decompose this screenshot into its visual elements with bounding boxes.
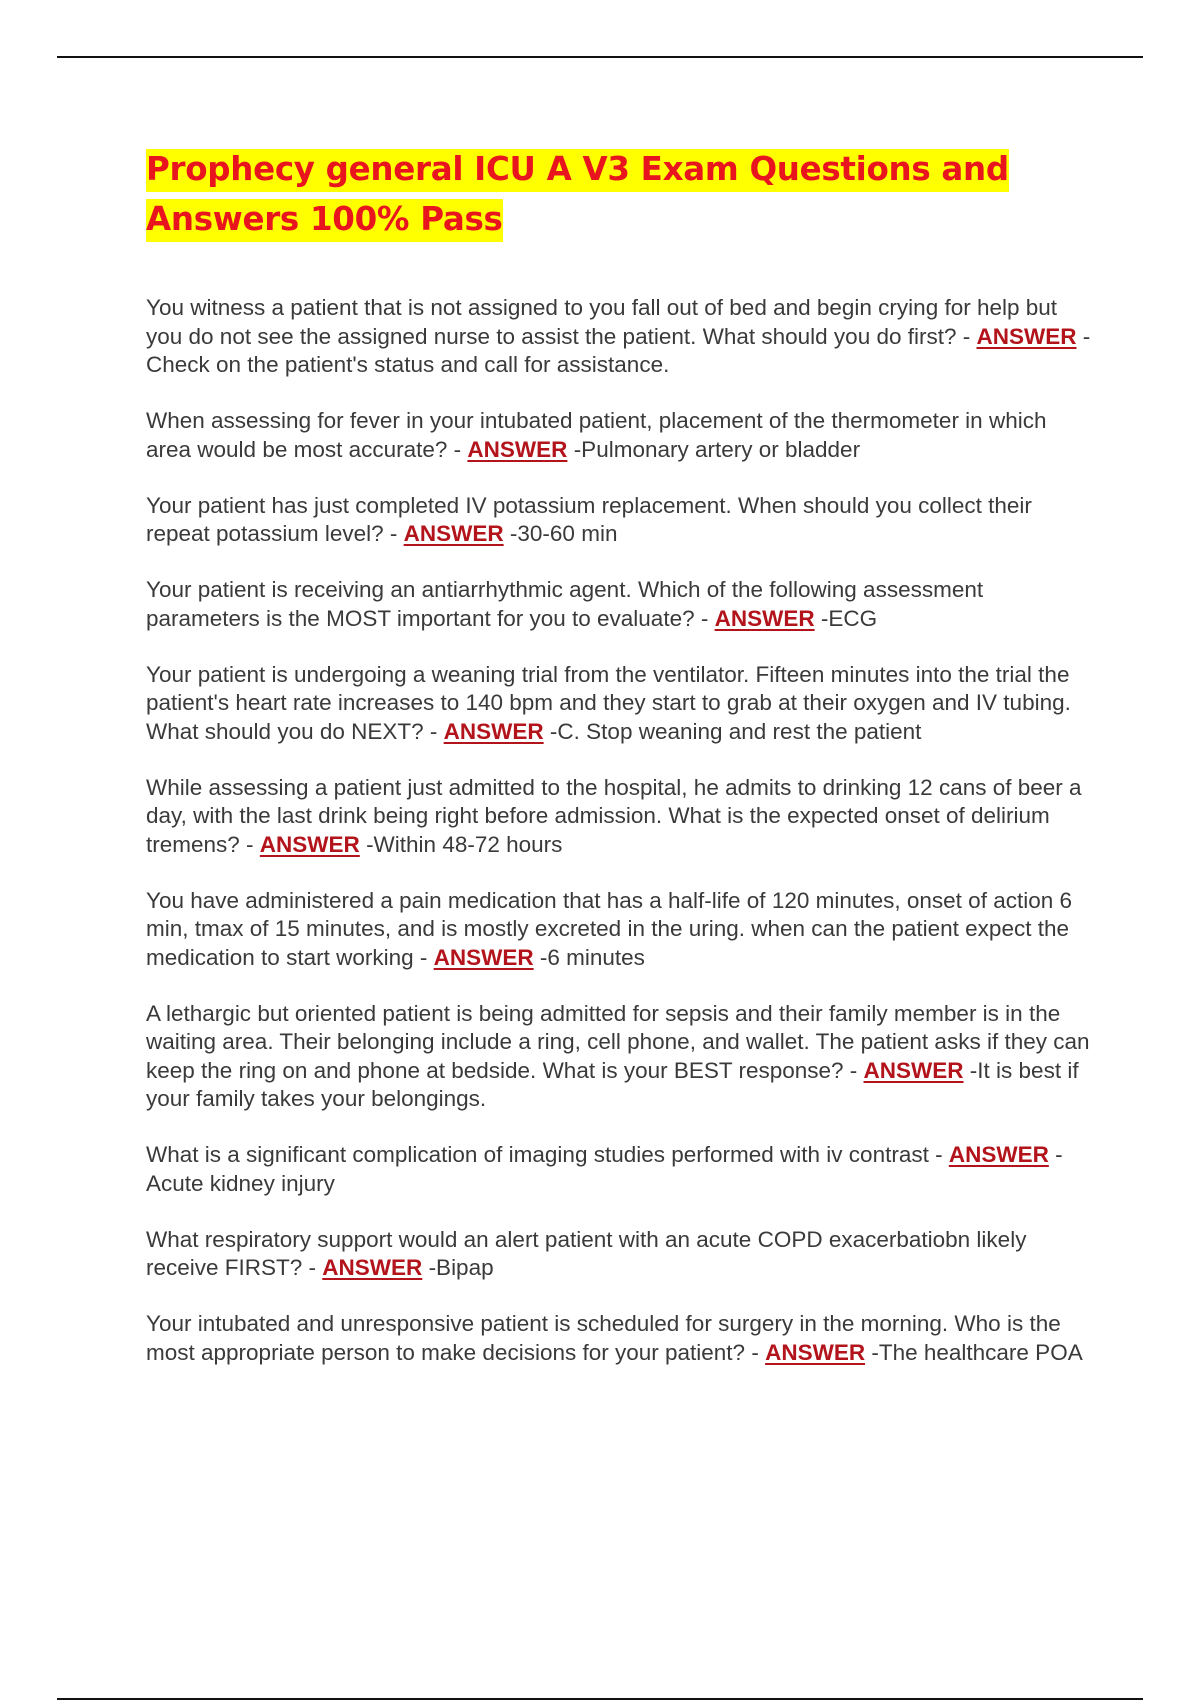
answer-text: -It is best if your family takes your belongings. (146, 1057, 1079, 1111)
answer-text: -C. Stop weaning and rest the patient (549, 718, 922, 744)
question-text: When assessing for fever in your intubated patient, placement of the thermometer in which area would be most accurate? - (146, 408, 1047, 462)
qa-item (146, 1141, 1096, 1198)
qa-item (146, 294, 1096, 380)
answer-label: ANSWER (403, 521, 504, 546)
answer-text: -Within 48-72 hours (366, 831, 563, 857)
question-text: Your patient is receiving an antiarrhythmic agent. Which of the following assessment parameters is the MOST important for you to evaluate? - (146, 577, 984, 631)
answer-label: ANSWER (948, 1142, 1049, 1167)
answer-label: ANSWER (467, 436, 568, 462)
answer-label: ANSWER (863, 1057, 964, 1083)
answer-text: -Bipap (428, 1255, 494, 1280)
qa-item (146, 492, 1096, 549)
qa-item (146, 774, 1096, 860)
document-title (146, 144, 1096, 244)
question-text: What is a significant complication of imaging studies performed with iv contrast - (146, 1142, 949, 1167)
answer-label: ANSWER (714, 605, 815, 631)
question-text: A lethargic but oriented patient is being admitted for sepsis and their family member is in the waiting area. Their belonging include a ring, cell phone, and wallet. The patient asks if they can keep the ring on and phone at bedside. What is your BEST response? - (146, 1000, 1090, 1083)
qa-item (146, 576, 1096, 633)
answer-text: -ECG (820, 605, 878, 631)
answer-text: -Pulmonary artery or bladder (573, 436, 861, 462)
document-body (146, 144, 1096, 1395)
answer-label: ANSWER (322, 1255, 423, 1280)
answer-label: ANSWER (976, 323, 1077, 349)
title-line-1: Prophecy general ICU A V3 Exam Questions and (146, 149, 1009, 192)
qa-list (146, 294, 1096, 1367)
answer-text: -30-60 min (509, 521, 618, 546)
answer-text: -Check on the patient's status and call for assistance. (146, 323, 1091, 377)
question-text: Your intubated and unresponsive patient is scheduled for surgery in the morning. Who is the most appropriate person to make decisions for your patient? - (146, 1311, 1061, 1365)
answer-text: -Acute kidney injury (146, 1142, 1063, 1196)
top-rule (57, 56, 1143, 58)
answer-label: ANSWER (443, 718, 544, 744)
question-text: You have administered a pain medication that has a half-life of 120 minutes, onset of action 6 min, tmax of 15 minutes, and is mostly excreted in the uring. when can the patient expect the medication to start working - (146, 887, 1073, 970)
qa-item (146, 1000, 1096, 1114)
qa-item (146, 887, 1096, 973)
question-text: Your patient is undergoing a weaning trial from the ventilator. Fifteen minutes into the trial the patient's heart rate increases to 140 bpm and they start to grab at their oxygen and IV tubing. What should you do NEXT? - (146, 661, 1071, 744)
answer-text: -The healthcare POA (871, 1339, 1083, 1365)
question-text: What respiratory support would an alert patient with an acute COPD exacerbatiobn likely receive FIRST? - (146, 1226, 1027, 1280)
qa-item (146, 407, 1096, 464)
qa-item (146, 661, 1096, 747)
question-text: You witness a patient that is not assigned to you fall out of bed and begin crying for help but you do not see the assigned nurse to assist the patient. What should you do first? - (146, 295, 1058, 349)
answer-text: -6 minutes (539, 944, 645, 970)
qa-item (146, 1226, 1096, 1283)
answer-label: ANSWER (259, 831, 360, 857)
answer-label: ANSWER (433, 944, 534, 970)
qa-item (146, 1310, 1096, 1367)
question-text: While assessing a patient just admitted to the hospital, he admits to drinking 12 cans of beer a day, with the last drink being right before admission. What is the expected onset of delirium tremens? - (146, 774, 1082, 857)
answer-label: ANSWER (765, 1339, 866, 1365)
question-text: Your patient has just completed IV potassium replacement. When should you collect their repeat potassium level? - (146, 492, 1032, 546)
title-line-2: Answers 100% Pass (146, 199, 503, 242)
